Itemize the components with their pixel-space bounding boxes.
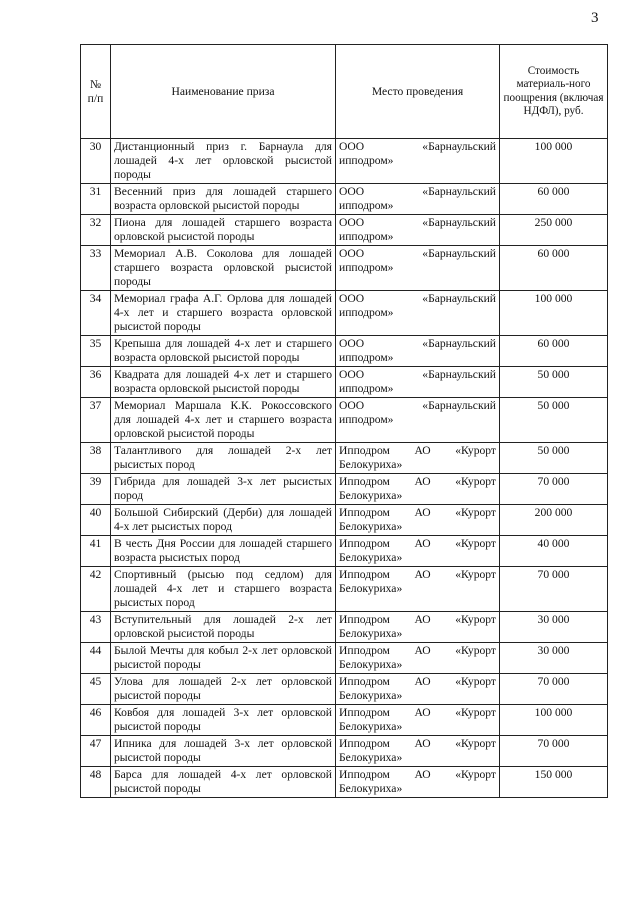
prize-name: Гибрида для лошадей 3-х лет рысистых пород <box>111 474 336 505</box>
prize-name: Мемориал графа А.Г. Орлова для лошадей 4-х лет и старшего возраста орловской рысистой породы <box>111 291 336 336</box>
prize-name: Пиона для лошадей старшего возраста орловской рысистой породы <box>111 215 336 246</box>
venue: Ипподром АО «Курорт Белокуриха» <box>336 443 500 474</box>
row-number: 39 <box>81 474 111 505</box>
table-row <box>81 474 608 505</box>
row-number: 30 <box>81 139 111 184</box>
prize-name: Спортивный (рысью под седлом) для лошадей 4-х лет и старшего возраста рысистых пород <box>111 567 336 612</box>
venue: ООО «Барнаульский ипподром» <box>336 184 500 215</box>
prize-cost: 40 000 <box>500 536 608 567</box>
venue: Ипподром АО «Курорт Белокуриха» <box>336 612 500 643</box>
prize-name: Дистанционный приз г. Барнаула для лошадей 4-х лет орловской рысистой породы <box>111 139 336 184</box>
table-row <box>81 674 608 705</box>
prizes-table <box>80 44 608 798</box>
venue: Ипподром АО «Курорт Белокуриха» <box>336 643 500 674</box>
table-row <box>81 443 608 474</box>
venue: ООО «Барнаульский ипподром» <box>336 398 500 443</box>
prize-name: Квадрата для лошадей 4-х лет и старшего возраста орловской рысистой породы <box>111 367 336 398</box>
prize-cost: 30 000 <box>500 643 608 674</box>
table-row <box>81 612 608 643</box>
venue: Ипподром АО «Курорт Белокуриха» <box>336 736 500 767</box>
row-number: 38 <box>81 443 111 474</box>
venue: ООО «Барнаульский ипподром» <box>336 291 500 336</box>
row-number: 46 <box>81 705 111 736</box>
prize-cost: 100 000 <box>500 705 608 736</box>
venue: Ипподром АО «Курорт Белокуриха» <box>336 705 500 736</box>
prize-cost: 100 000 <box>500 291 608 336</box>
prize-cost: 50 000 <box>500 367 608 398</box>
prize-cost: 200 000 <box>500 505 608 536</box>
page-number: 3 <box>591 10 599 26</box>
table-row <box>81 139 608 184</box>
table-row <box>81 246 608 291</box>
row-number: 44 <box>81 643 111 674</box>
table-row <box>81 736 608 767</box>
header-cost: Стоимость материаль-ного поощрения (включая НДФЛ), руб. <box>500 45 608 139</box>
prize-cost: 250 000 <box>500 215 608 246</box>
table-row <box>81 336 608 367</box>
prize-cost: 70 000 <box>500 674 608 705</box>
prize-name: Мемориал Маршала К.К. Рокоссовского для лошадей 4-х лет и старшего возраста орловской рысистой породы <box>111 398 336 443</box>
prize-cost: 100 000 <box>500 139 608 184</box>
table-row <box>81 567 608 612</box>
header-place: Место проведения <box>336 45 500 139</box>
row-number: 37 <box>81 398 111 443</box>
prize-name: В честь Дня России для лошадей старшего возраста рысистых пород <box>111 536 336 567</box>
venue: ООО «Барнаульский ипподром» <box>336 215 500 246</box>
table-row <box>81 536 608 567</box>
prize-name: Ковбоя для лошадей 3-х лет орловской рысистой породы <box>111 705 336 736</box>
row-number: 43 <box>81 612 111 643</box>
table-row <box>81 291 608 336</box>
row-number: 47 <box>81 736 111 767</box>
prize-name: Вступительный для лошадей 2-х лет орловской рысистой породы <box>111 612 336 643</box>
prize-cost: 70 000 <box>500 474 608 505</box>
table-body <box>81 139 608 798</box>
venue: Ипподром АО «Курорт Белокуриха» <box>336 567 500 612</box>
prize-name: Ипника для лошадей 3-х лет орловской рысистой породы <box>111 736 336 767</box>
venue: Ипподром АО «Курорт Белокуриха» <box>336 674 500 705</box>
prize-name: Улова для лошадей 2-х лет орловской рысистой породы <box>111 674 336 705</box>
prize-cost: 70 000 <box>500 736 608 767</box>
row-number: 31 <box>81 184 111 215</box>
row-number: 35 <box>81 336 111 367</box>
venue: ООО «Барнаульский ипподром» <box>336 336 500 367</box>
table-row <box>81 398 608 443</box>
prize-name: Мемориал А.В. Соколова для лошадей старшего возраста орловской рысистой породы <box>111 246 336 291</box>
header-name: Наименование приза <box>111 45 336 139</box>
venue: ООО «Барнаульский ипподром» <box>336 139 500 184</box>
prize-cost: 30 000 <box>500 612 608 643</box>
venue: Ипподром АО «Курорт Белокуриха» <box>336 536 500 567</box>
table-header-row <box>81 45 608 139</box>
venue: ООО «Барнаульский ипподром» <box>336 367 500 398</box>
table-row <box>81 767 608 798</box>
venue: Ипподром АО «Курорт Белокуриха» <box>336 767 500 798</box>
prize-name: Крепыша для лошадей 4-х лет и старшего возраста орловской рысистой породы <box>111 336 336 367</box>
table-row <box>81 215 608 246</box>
prize-cost: 70 000 <box>500 567 608 612</box>
prize-name: Талантливого для лошадей 2-х лет рысистых пород <box>111 443 336 474</box>
row-number: 36 <box>81 367 111 398</box>
row-number: 40 <box>81 505 111 536</box>
prize-cost: 50 000 <box>500 398 608 443</box>
table-row <box>81 705 608 736</box>
row-number: 48 <box>81 767 111 798</box>
table-row <box>81 505 608 536</box>
table-row <box>81 184 608 215</box>
row-number: 45 <box>81 674 111 705</box>
prize-cost: 50 000 <box>500 443 608 474</box>
venue: Ипподром АО «Курорт Белокуриха» <box>336 474 500 505</box>
row-number: 41 <box>81 536 111 567</box>
prize-cost: 60 000 <box>500 246 608 291</box>
prize-name: Большой Сибирский (Дерби) для лошадей 4-х лет рысистых пород <box>111 505 336 536</box>
venue: Ипподром АО «Курорт Белокуриха» <box>336 505 500 536</box>
prize-cost: 150 000 <box>500 767 608 798</box>
row-number: 32 <box>81 215 111 246</box>
prize-name: Барса для лошадей 4-х лет орловской рысистой породы <box>111 767 336 798</box>
row-number: 34 <box>81 291 111 336</box>
prize-cost: 60 000 <box>500 184 608 215</box>
row-number: 33 <box>81 246 111 291</box>
table-row <box>81 367 608 398</box>
table-row <box>81 643 608 674</box>
prize-name: Былой Мечты для кобыл 2-х лет орловской рысистой породы <box>111 643 336 674</box>
prize-cost: 60 000 <box>500 336 608 367</box>
venue: ООО «Барнаульский ипподром» <box>336 246 500 291</box>
header-num: № п/п <box>81 45 111 139</box>
row-number: 42 <box>81 567 111 612</box>
prize-name: Весенний приз для лошадей старшего возраста орловской рысистой породы <box>111 184 336 215</box>
